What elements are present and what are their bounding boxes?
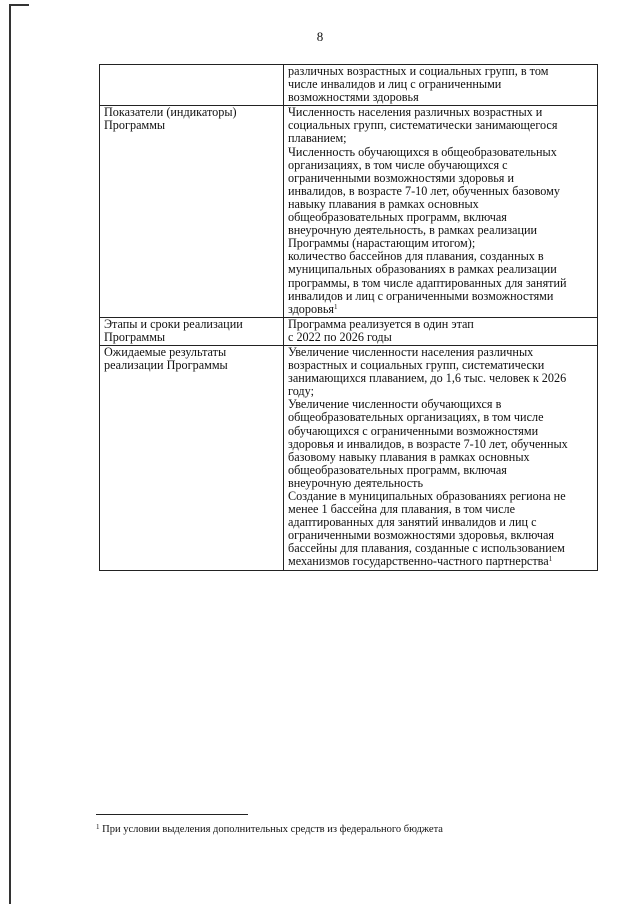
row-content-cell bbox=[284, 317, 598, 345]
footnote-divider bbox=[96, 814, 248, 815]
program-passport-table bbox=[99, 64, 598, 571]
row-content-cell bbox=[284, 106, 598, 318]
row-label-cell: Ожидаемые результаты реализации Программы bbox=[100, 345, 284, 570]
table-row-stages bbox=[100, 317, 598, 345]
row-content-text: Численность населения различных возрастных и социальных групп, систематически занимающегося плаванием; Численность обучающихся в общеобразовательных организациях, в том числе обучающихся с ограниченными возможностями здоровья и инвалидов, в возрасте 7-10 лет, обученных базовому навыку плавания в рамках основных общеобразовательных программ, включая внеурочную деятельность, в рамках реализации Программы (нарастающим итогом); количество бассейнов для плавания, созданных в муниципальных образованиях в рамках реализации программы, в том числе адаптированных для занятий инвалидов и лиц с ограниченными возможностями здоровья bbox=[288, 105, 567, 316]
scan-border-left bbox=[9, 4, 11, 904]
table-row-expected-results bbox=[100, 345, 598, 570]
scan-border-top bbox=[9, 4, 29, 6]
row-content-cell bbox=[284, 345, 598, 570]
table-row-continuation bbox=[100, 65, 598, 106]
table-row-indicators bbox=[100, 106, 598, 318]
footnote-mark: 1 bbox=[96, 823, 100, 831]
footnote-reference[interactable]: 1 bbox=[548, 555, 553, 564]
footnote-text: При условии выделения дополнительных средств из федерального бюджета bbox=[102, 824, 443, 835]
row-label-cell bbox=[100, 65, 284, 106]
row-content-cell bbox=[284, 65, 598, 106]
row-label-cell: Показатели (индикаторы) Программы bbox=[100, 106, 284, 318]
footnote-reference[interactable]: 1 bbox=[334, 302, 338, 311]
row-label-cell: Этапы и сроки реализации Программы bbox=[100, 317, 284, 345]
page-number: 8 bbox=[316, 29, 324, 44]
row-content-text: Увеличение численности населения различных возрастных и социальных групп, систематически занимающихся плаванием, до 1,6 тыс. человек к 2026 году; Увеличение численности обучающихся в общеобразовательных организациях, в том числе обучающихся с ограниченными возможностями здоровья и инвалидов, в возрасте 7-10 лет, обученных базовому навыку плавания в рамках основных общеобразовательных программ, включая внеурочную деятельность Создание в муниципальных образованиях региона не менее 1 бассейна для плавания, в том числе адаптированных для занятий инвалидов и лиц с ограниченными возможностями здоровья, включая бассейны для плавания, созданные с использованием механизмов государственно-частного партнерства bbox=[288, 344, 568, 569]
footnote bbox=[96, 824, 596, 836]
row-content-text: различных возрастных и социальных групп, в том числе инвалидов и лиц с ограниченными возможностями здоровья bbox=[288, 64, 549, 105]
row-content-text: Программа реализуется в один этап с 2022 по 2026 годы bbox=[288, 316, 474, 344]
